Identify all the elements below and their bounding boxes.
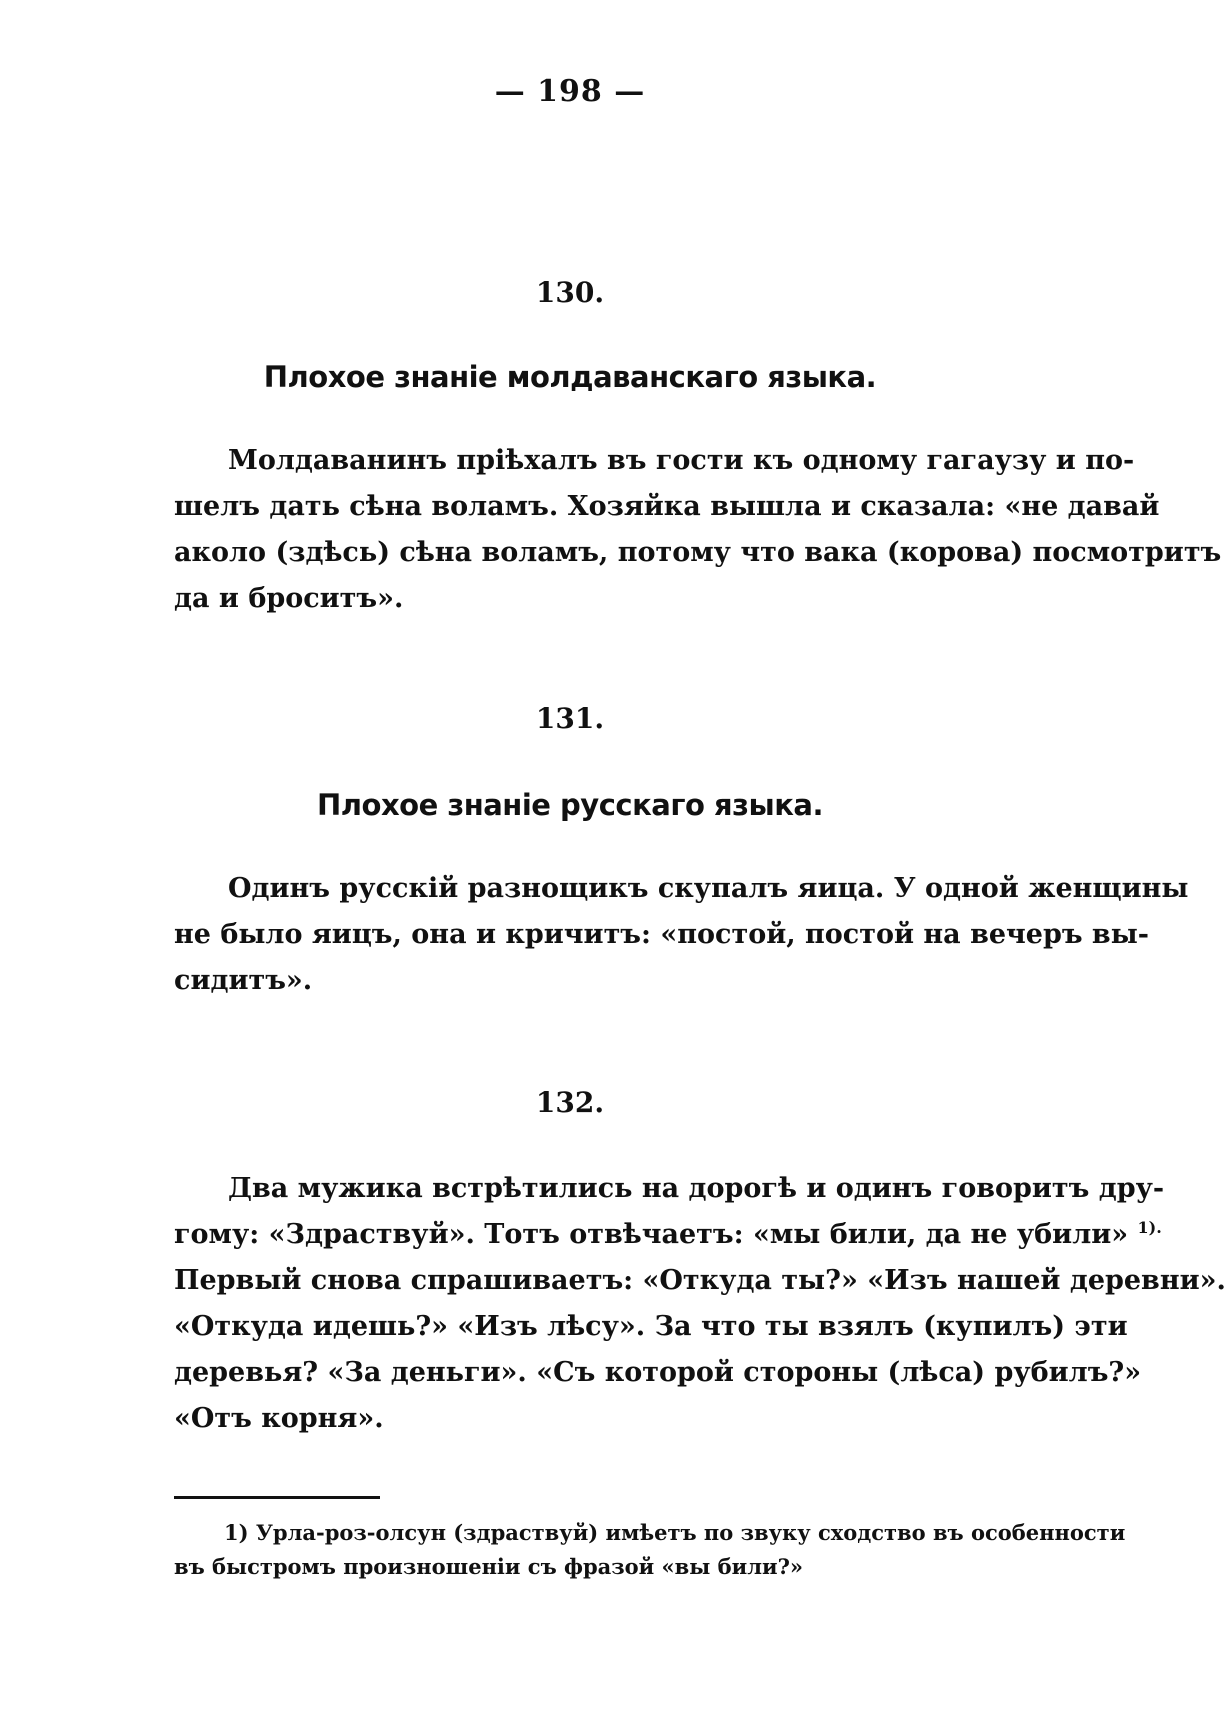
story-text-132 [174,1166,1226,1442]
story-131-line-2: не было яицъ, она и кричитъ: «постой, постой на вечеръ вы- [174,919,1149,950]
story-130-line-2: шелъ дать сѣна воламъ. Хозяйка вышла и сказала: «не давай [174,491,1160,522]
story-132-line-1: Два мужика встрѣтились на дорогѣ и одинъ говоритъ дру- [228,1173,1165,1204]
footnote-line-2: въ быстромъ произношеніи съ фразой «вы били?» [174,1554,804,1579]
story-title-130: Плохое знаніе молдаванскаго языка. [263,360,877,394]
story-number-130: 130. [535,276,605,309]
story-132-line-2-text: гому: «Здраствуй». Тотъ отвѣчаетъ: «мы били, да не убили» [174,1219,1129,1250]
footnote [174,1516,1126,1584]
story-130-line-3: аколо (здѣсь) сѣна воламъ, потому что вака (корова) посмотритъ [174,537,1222,568]
story-131-line-3: сидитъ». [174,965,313,996]
page-number: — 198 — [494,74,646,109]
story-title-131: Плохое знаніе русскаго языка. [317,788,823,822]
footnote-divider [174,1496,380,1499]
footnote-reference: 1). [1137,1218,1162,1237]
story-132-line-4: «Откуда идешь?» «Изъ лѣсу». За что ты взялъ (купилъ) эти [174,1311,1128,1342]
story-text-130 [174,438,1222,622]
story-132-line-3: Первый снова спрашиваетъ: «Откуда ты?» «Изъ нашей деревни». [174,1265,1226,1296]
footnote-line-1: 1) Урла-роз-олсун (здраствуй) имѣетъ по звуку сходство въ особенности [224,1520,1126,1545]
story-number-131: 131. [535,702,605,735]
story-131-line-1: Одинъ русскій разнощикъ скупалъ яица. У одной женщины [228,873,1189,904]
story-text-131 [174,866,1189,1004]
story-132-line-5: деревья? «За деньги». «Съ которой стороны (лѣса) рубилъ?» [174,1357,1142,1388]
story-132-line-6: «Отъ корня». [174,1403,384,1434]
story-number-132: 132. [535,1086,605,1119]
story-130-line-1: Молдаванинъ пріѣхалъ въ гости къ одному гагаузу и по- [228,445,1135,476]
story-130-line-4: да и броситъ». [174,583,404,614]
story-132-line-2 [174,1212,1162,1258]
